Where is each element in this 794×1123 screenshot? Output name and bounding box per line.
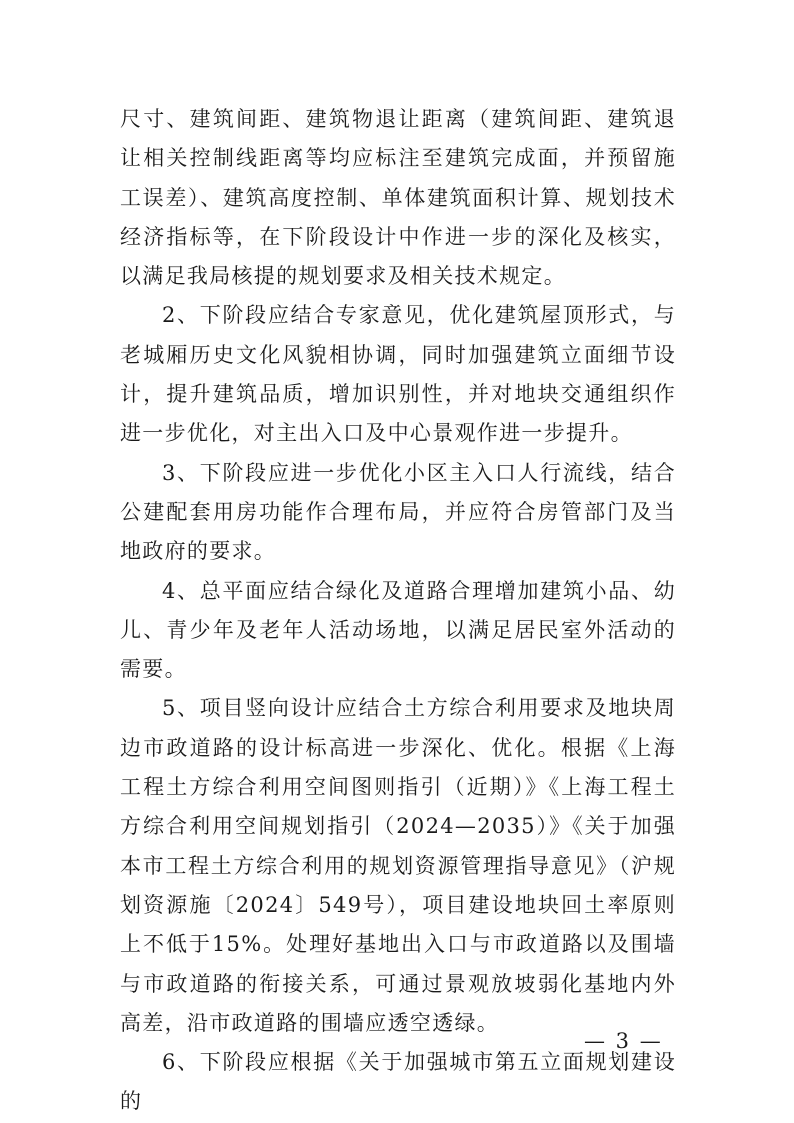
page-number: — 3 — xyxy=(584,1029,663,1053)
paragraph-item-4: 4、总平面应结合绿化及道路合理增加建筑小品、幼儿、青少年及老年人活动场地，以满足居民室外活动的需要。 xyxy=(120,578,676,682)
paragraph-item-6: 6、下阶段应根据《关于加强城市第五立面规划建设的 xyxy=(120,1050,676,1114)
document-body xyxy=(120,100,676,1122)
paragraph-item-3: 3、下阶段应进一步优化小区主入口人行流线，结合公建配套用房功能作合理布局，并应符合房管部门及当地政府的要求。 xyxy=(120,460,676,564)
paragraph-item-5: 5、项目竖向设计应结合土方综合利用要求及地块周边市政道路的设计标高进一步深化、优化。根据《上海工程土方综合利用空间图则指引（近期）》《上海工程土方综合利用空间规划指引（2024—2035）》《关于加强本市工程土方综合利用的规划资源管理指导意见》（沪规划资源施〔2024〕549号），项目建设地块回土率原则上不低于15%。处理好基地出入口与市政道路以及围墙与市政道路的衔接关系，可通过景观放坡弱化基地内外高差，沿市政道路的围墙应透空透绿。 xyxy=(120,696,676,1035)
paragraph-continued: 尺寸、建筑间距、建筑物退让距离（建筑间距、建筑退让相关控制线距离等均应标注至建筑完成面，并预留施工误差）、建筑高度控制、单体建筑面积计算、规划技术经济指标等，在下阶段设计中作进一步的深化及核实，以满足我局核提的规划要求及相关技术规定。 xyxy=(120,107,676,289)
paragraph-item-2: 2、下阶段应结合专家意见，优化建筑屋顶形式，与老城厢历史文化风貌相协调，同时加强建筑立面细节设计，提升建筑品质，增加识别性，并对地块交通组织作进一步优化，对主出入口及中心景观作进一步提升。 xyxy=(120,303,676,446)
